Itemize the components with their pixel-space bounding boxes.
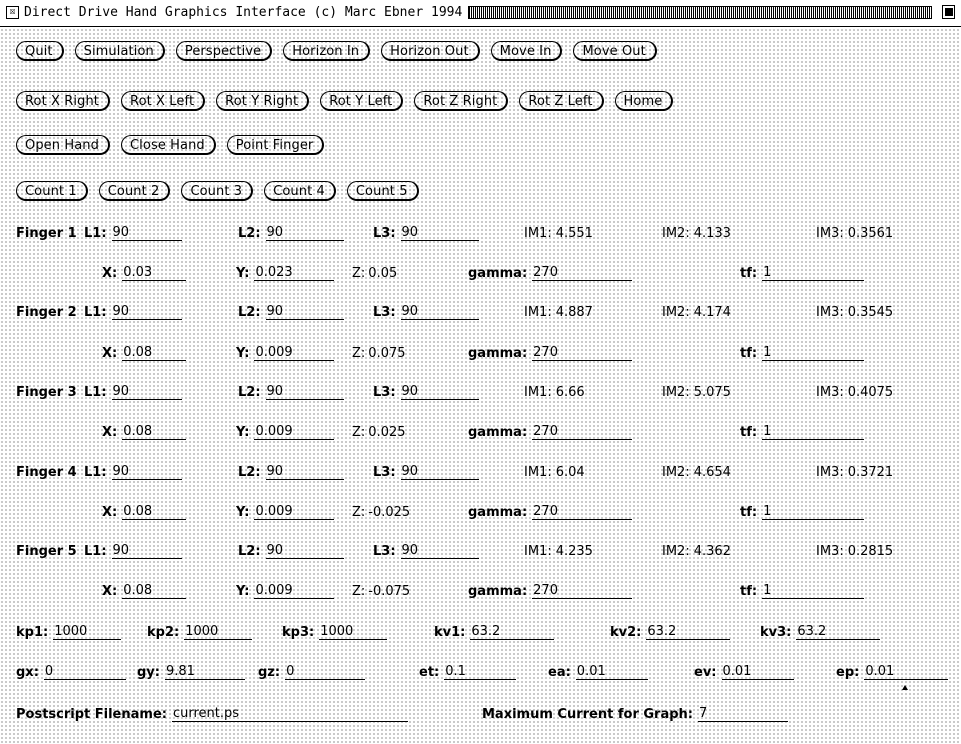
finger-1-label-group: [16, 222, 77, 244]
y-label: Y:: [236, 583, 250, 599]
l2-label: L2:: [238, 384, 261, 400]
gravity-row: [16, 661, 956, 683]
finger-3-l1-field[interactable]: 90: [112, 384, 182, 400]
ea-label: ea:: [548, 664, 571, 680]
gains-row: [16, 621, 956, 643]
finger-1-l2-field[interactable]: 90: [266, 225, 344, 241]
kv1-label: kv1:: [434, 624, 466, 640]
finger-4-gamma-field[interactable]: 270: [532, 504, 632, 520]
ea-field[interactable]: 0.01: [576, 664, 648, 680]
ev-field[interactable]: 0.01: [722, 664, 794, 680]
simulation-button[interactable]: Simulation: [75, 41, 165, 61]
ep-field[interactable]: 0.01: [864, 664, 948, 680]
finger-2-l1-field[interactable]: 90: [112, 304, 182, 320]
finger-3-gamma-field[interactable]: 270: [532, 424, 632, 440]
finger-4-y-field[interactable]: 0.009: [254, 504, 334, 520]
gy-label: gy:: [137, 664, 160, 680]
finger-5-im1-value: 4.235: [555, 543, 593, 559]
output-row: [16, 703, 956, 725]
im3-label: IM3:: [816, 464, 844, 480]
kp3-field[interactable]: 1000: [319, 624, 387, 640]
finger-2-im3-value: 0.3545: [847, 304, 894, 320]
finger-2-gamma-field[interactable]: 270: [532, 345, 632, 361]
rot-z-left-button[interactable]: Rot Z Left: [519, 91, 603, 111]
z-label: Z:: [352, 424, 366, 440]
finger-3-im2-value: 5.075: [693, 384, 731, 400]
finger-1-tf-field[interactable]: 1: [762, 265, 864, 281]
finger-1-x-field[interactable]: 0.03: [122, 265, 186, 281]
et-label: et:: [419, 664, 440, 680]
move-out-button[interactable]: Move Out: [573, 41, 656, 61]
finger-1-z-value: 0.05: [368, 265, 398, 281]
finger-1-l3-field[interactable]: 90: [401, 225, 479, 241]
y-label: Y:: [236, 424, 250, 440]
finger-4-im2-value: 4.654: [693, 464, 731, 480]
count-4-button[interactable]: Count 4: [264, 181, 336, 201]
gx-field[interactable]: 0: [44, 664, 126, 680]
im3-label: IM3:: [816, 384, 844, 400]
x-label: X:: [102, 504, 118, 520]
finger-2-y-field[interactable]: 0.009: [254, 345, 334, 361]
l3-label: L3:: [373, 384, 396, 400]
im2-label: IM2:: [662, 384, 690, 400]
et-field[interactable]: 0.1: [444, 664, 516, 680]
postscript-filename-field[interactable]: current.ps: [172, 706, 408, 722]
gamma-label: gamma:: [468, 424, 528, 440]
l1-label: L1:: [84, 543, 107, 559]
finger-2-tf-field[interactable]: 1: [762, 345, 864, 361]
finger-4-z-value: -0.025: [368, 504, 411, 520]
gx-label: gx:: [16, 664, 39, 680]
im1-label: IM1:: [524, 225, 552, 241]
im1-label: IM1:: [524, 543, 552, 559]
finger-5-im2-value: 4.362: [693, 543, 731, 559]
finger-3-im1-value: 6.66: [555, 384, 585, 400]
y-label: Y:: [236, 504, 250, 520]
text-cursor-icon: [902, 685, 908, 690]
finger-1-im2-value: 4.133: [693, 225, 731, 241]
kp1-field[interactable]: 1000: [53, 624, 121, 640]
finger-2-z-value: 0.075: [368, 345, 406, 361]
l1-label: L1:: [84, 384, 107, 400]
finger-4-l2-field[interactable]: 90: [266, 464, 344, 480]
rot-x-left-button[interactable]: Rot X Left: [121, 91, 205, 111]
horizon-in-button[interactable]: Horizon In: [283, 41, 370, 61]
finger-3-pos-row: [16, 421, 956, 443]
ev-label: ev:: [694, 664, 717, 680]
kp2-label: kp2:: [147, 624, 180, 640]
tf-label: tf:: [740, 265, 758, 281]
open-hand-button[interactable]: Open Hand: [16, 135, 110, 155]
finger-1-im1-value: 4.551: [555, 225, 593, 241]
finger-2-l3-field[interactable]: 90: [401, 304, 479, 320]
finger-2-row: [16, 301, 956, 323]
horizon-out-button[interactable]: Horizon Out: [381, 41, 480, 61]
l2-label: L2:: [238, 543, 261, 559]
x-label: X:: [102, 265, 118, 281]
finger-label: Finger 5: [16, 543, 77, 559]
l3-label: L3:: [373, 304, 396, 320]
max-current-field[interactable]: 7: [698, 706, 788, 722]
hand-button-row: [16, 133, 335, 157]
rot-x-right-button[interactable]: Rot X Right: [16, 91, 110, 111]
gy-field[interactable]: 9.81: [165, 664, 245, 680]
finger-4-l1-field[interactable]: 90: [112, 464, 182, 480]
x-label: X:: [102, 583, 118, 599]
view-button-row: [16, 39, 668, 63]
finger-label: Finger 3: [16, 384, 77, 400]
finger-2-im2-value: 4.174: [693, 304, 731, 320]
finger-3-row: [16, 381, 956, 403]
im2-label: IM2:: [662, 543, 690, 559]
kp3-label: kp3:: [282, 624, 315, 640]
z-label: Z:: [352, 504, 366, 520]
l2-label: L2:: [238, 464, 261, 480]
gz-label: gz:: [258, 664, 281, 680]
finger-5-y-field[interactable]: 0.009: [254, 583, 334, 599]
finger-3-l2-field[interactable]: 90: [266, 384, 344, 400]
finger-5-x-field[interactable]: 0.08: [122, 583, 186, 599]
finger-5-tf-field[interactable]: 1: [762, 583, 864, 599]
kv2-field[interactable]: 63.2: [646, 624, 730, 640]
finger-4-im1-value: 6.04: [555, 464, 585, 480]
quit-button[interactable]: Quit: [16, 41, 64, 61]
finger-5-z-value: -0.075: [368, 583, 411, 599]
title-bar-drag-region[interactable]: [468, 6, 932, 19]
gamma-label: gamma:: [468, 504, 528, 520]
im1-label: IM1:: [524, 304, 552, 320]
finger-3-tf-field[interactable]: 1: [762, 424, 864, 440]
count-5-button[interactable]: Count 5: [347, 181, 419, 201]
im3-label: IM3:: [816, 543, 844, 559]
postscript-filename-label: Postscript Filename:: [16, 706, 167, 722]
finger-1-im3-value: 0.3561: [847, 225, 894, 241]
finger-1-y-field[interactable]: 0.023: [254, 265, 334, 281]
point-finger-button[interactable]: Point Finger: [227, 135, 325, 155]
close-hand-button[interactable]: Close Hand: [121, 135, 216, 155]
l3-label: L3:: [373, 225, 396, 241]
close-icon[interactable]: ☒: [6, 6, 19, 19]
l1-label: L1:: [84, 304, 107, 320]
gamma-label: gamma:: [468, 345, 528, 361]
finger-label: Finger 2: [16, 304, 77, 320]
rot-y-left-button[interactable]: Rot Y Left: [320, 91, 403, 111]
finger-4-l3-field[interactable]: 90: [401, 464, 479, 480]
finger-5-pos-row: [16, 580, 956, 602]
gamma-label: gamma:: [468, 265, 528, 281]
finger-4-row: [16, 461, 956, 483]
home-button[interactable]: Home: [615, 91, 674, 111]
ep-label: ep:: [836, 664, 860, 680]
finger-5-row: [16, 540, 956, 562]
l3-label: L3:: [373, 543, 396, 559]
finger-5-l1-field[interactable]: 90: [112, 543, 182, 559]
count-2-button[interactable]: Count 2: [99, 181, 171, 201]
y-label: Y:: [236, 345, 250, 361]
kv2-label: kv2:: [610, 624, 642, 640]
im2-label: IM2:: [662, 225, 690, 241]
finger-3-im3-value: 0.4075: [847, 384, 894, 400]
im1-label: IM1:: [524, 464, 552, 480]
title-bar: [0, 0, 961, 27]
count-3-button[interactable]: Count 3: [181, 181, 253, 201]
gamma-label: gamma:: [468, 583, 528, 599]
finger-2-pos-row: [16, 342, 956, 364]
finger-3-y-field[interactable]: 0.009: [254, 424, 334, 440]
finger-3-x-field[interactable]: 0.08: [122, 424, 186, 440]
y-label: Y:: [236, 265, 250, 281]
tf-label: tf:: [740, 424, 758, 440]
im1-label: IM1:: [524, 384, 552, 400]
finger-5-im3-value: 0.2815: [847, 543, 894, 559]
rotation-button-row: [16, 89, 684, 113]
l3-label: L3:: [373, 464, 396, 480]
z-label: Z:: [352, 583, 366, 599]
window-title: Direct Drive Hand Graphics Interface (c) Marc Ebner 1994: [24, 5, 463, 20]
finger-4-tf-field[interactable]: 1: [762, 504, 864, 520]
finger-2-im1-value: 4.887: [555, 304, 593, 320]
resize-icon[interactable]: [942, 5, 955, 19]
perspective-button[interactable]: Perspective: [176, 41, 272, 61]
tf-label: tf:: [740, 345, 758, 361]
finger-1-l1-field[interactable]: 90: [112, 225, 182, 241]
finger-3-z-value: 0.025: [368, 424, 406, 440]
finger-2-l2-field[interactable]: 90: [266, 304, 344, 320]
z-label: Z:: [352, 265, 366, 281]
im2-label: IM2:: [662, 464, 690, 480]
x-label: X:: [102, 345, 118, 361]
finger-5-gamma-field[interactable]: 270: [532, 583, 632, 599]
tf-label: tf:: [740, 504, 758, 520]
finger-5-l3-field[interactable]: 90: [401, 543, 479, 559]
finger-2-x-field[interactable]: 0.08: [122, 345, 186, 361]
finger-1-gamma-field[interactable]: 270: [532, 265, 632, 281]
rot-z-right-button[interactable]: Rot Z Right: [414, 91, 508, 111]
count-button-row: [16, 179, 430, 203]
finger-label: Finger 4: [16, 464, 77, 480]
finger-4-im3-value: 0.3721: [847, 464, 894, 480]
rot-y-right-button[interactable]: Rot Y Right: [216, 91, 309, 111]
kv3-field[interactable]: 63.2: [796, 624, 880, 640]
im3-label: IM3:: [816, 225, 844, 241]
kv3-label: kv3:: [760, 624, 792, 640]
l2-label: L2:: [238, 304, 261, 320]
kp1-label: kp1:: [16, 624, 49, 640]
kp2-field[interactable]: 1000: [184, 624, 252, 640]
finger-1-pos-row: [16, 262, 956, 284]
finger-4-pos-row: [16, 501, 956, 523]
finger-1-row: [16, 222, 956, 244]
im3-label: IM3:: [816, 304, 844, 320]
l1-label: L1:: [84, 225, 107, 241]
im2-label: IM2:: [662, 304, 690, 320]
l1-label: L1:: [84, 464, 107, 480]
kv1-field[interactable]: 63.2: [470, 624, 554, 640]
finger-4-x-field[interactable]: 0.08: [122, 504, 186, 520]
move-in-button[interactable]: Move In: [491, 41, 563, 61]
max-current-label: Maximum Current for Graph:: [482, 706, 693, 722]
l2-label: L2:: [238, 225, 261, 241]
count-1-button[interactable]: Count 1: [16, 181, 88, 201]
gz-field[interactable]: 0: [285, 664, 365, 680]
finger-5-l2-field[interactable]: 90: [266, 543, 344, 559]
z-label: Z:: [352, 345, 366, 361]
x-label: X:: [102, 424, 118, 440]
tf-label: tf:: [740, 583, 758, 599]
finger-label: Finger 1: [16, 225, 77, 241]
finger-3-l3-field[interactable]: 90: [401, 384, 479, 400]
